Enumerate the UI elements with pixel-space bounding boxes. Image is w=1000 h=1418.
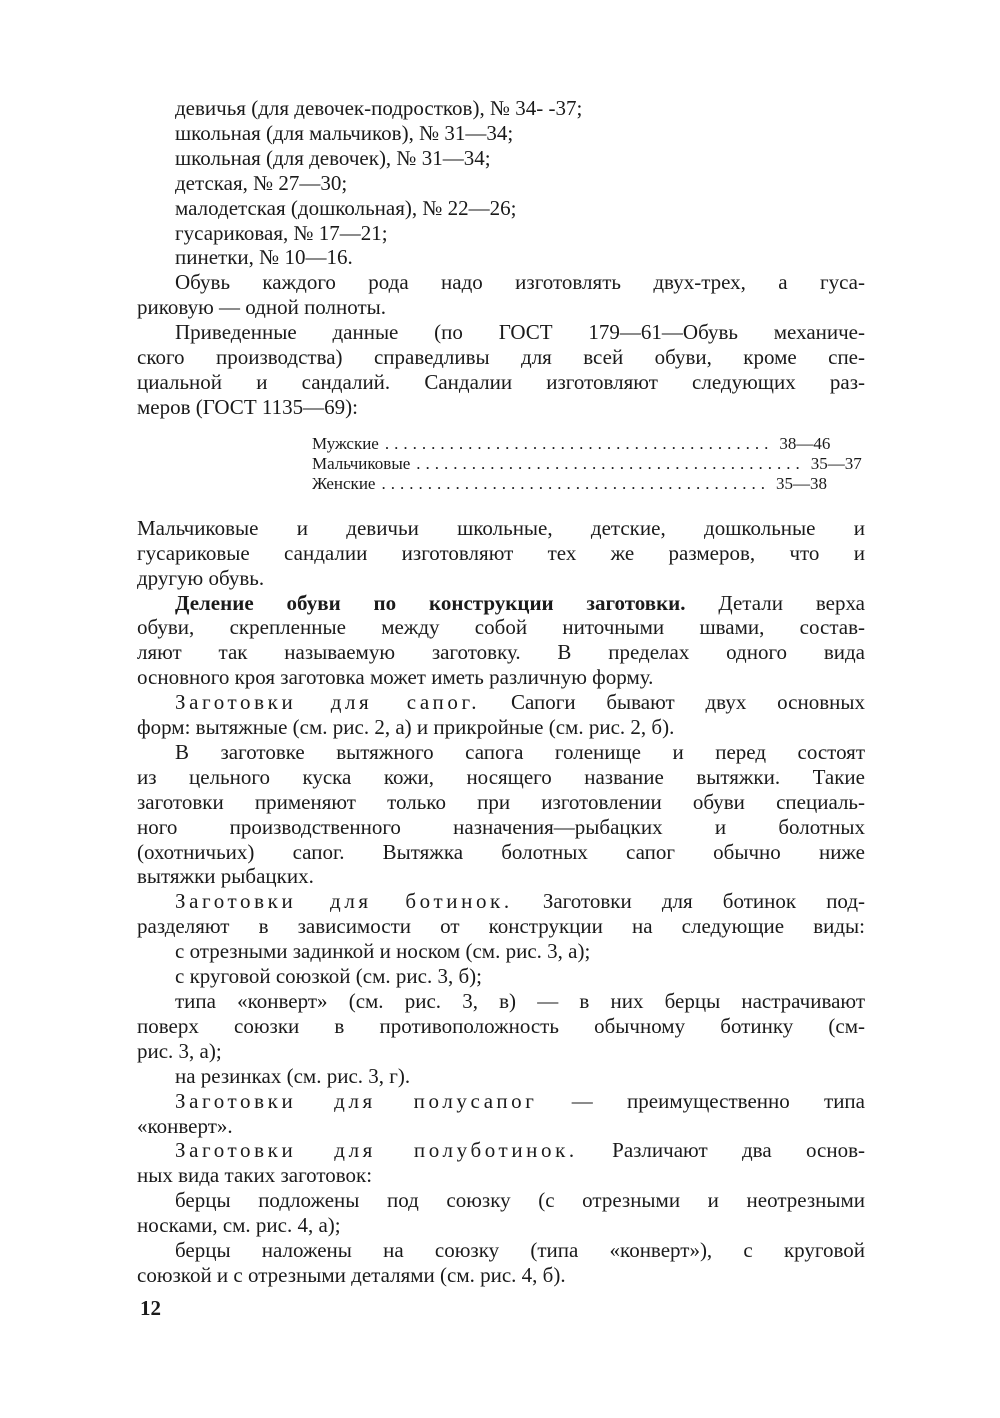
- ankle-boot-types-list: [137, 939, 865, 989]
- text-line: Приведенные данные (по ГОСТ 179—61—Обувь механиче-: [175, 320, 865, 345]
- text-run: Детали верха: [685, 590, 865, 615]
- text-line: из цельного куска кожи, носящего название вытяжки. Такие: [137, 764, 865, 789]
- text-line: «конверт».: [137, 1113, 233, 1138]
- size-value: 38—46: [779, 433, 831, 453]
- list-item: на резинках (см. рис. 3, г).: [175, 1063, 411, 1088]
- list-item: пинетки, № 10—16.: [175, 245, 353, 270]
- table-row: [312, 433, 831, 454]
- text-line: Обувь каждого рода надо изготовлять двух-трех, а гуса-: [175, 270, 865, 295]
- text-line: меров (ГОСТ 1135—69):: [137, 394, 358, 419]
- list-item: с отрезными задинкой и носком (см. рис. 3, а);: [175, 939, 591, 964]
- text-run: — преимущественно типа: [537, 1088, 865, 1113]
- list-item: гусариковая, № 17—21;: [175, 220, 388, 245]
- size-name: Мужские: [312, 433, 379, 453]
- text-line: Мальчиковые и девичьи школьные, детские, дошкольные и: [137, 515, 865, 540]
- list-item: школьная (для девочек), № 31—34;: [175, 145, 491, 170]
- text-line: ного производственного назначения—рыбацких и болотных: [137, 814, 865, 839]
- list-item: детская, № 27—30;: [175, 170, 348, 195]
- text-line: разделяют в зависимости от конструкции на следующие виды:: [137, 914, 865, 939]
- page-body: [137, 96, 865, 1288]
- text-line: носками, см. рис. 4, а);: [137, 1213, 341, 1238]
- table-row: [312, 473, 827, 494]
- text-line: риковую — одной полноты.: [137, 295, 387, 320]
- text-line: [137, 889, 865, 914]
- text-line: ского производства) справедливы для всей обуви, кроме спе-: [137, 345, 865, 370]
- text-run: Сапоги бывают двух основных: [480, 690, 865, 715]
- list-item: малодетская (дошкольная), № 22—26;: [175, 195, 517, 220]
- text-line: обуви, скрепленные между собой ниточными швами, состав-: [137, 615, 865, 640]
- paragraph-half-boots: [137, 1089, 865, 1139]
- page-number: 12: [140, 1296, 161, 1320]
- section-heading: Деление обуви по конструкции заготовки.: [175, 590, 686, 615]
- paragraph-ankle-boots: [137, 889, 865, 939]
- text-line: вытяжки рыбацких.: [137, 864, 314, 889]
- spaced-heading: Заготовки для полусапог: [175, 1088, 538, 1113]
- paragraph-envelope: [137, 989, 865, 1064]
- text-line: гусариковые сандалии изготовляют тех же размеров, что и: [137, 540, 865, 565]
- text-line: берцы подложены под союзку (с отрезными и неотрезными: [175, 1188, 865, 1213]
- text-line: заготовки применяют только при изготовлении обуви специаль-: [137, 789, 865, 814]
- spaced-heading: Заготовки для ботинок.: [175, 889, 513, 914]
- ankle-boot-types-list-2: [137, 1064, 865, 1089]
- paragraph-low-shoes: [137, 1138, 865, 1188]
- paragraph-widths: [137, 270, 865, 320]
- paragraph-pull-boot: [137, 740, 865, 889]
- spaced-heading: Заготовки для полуботинок.: [175, 1138, 578, 1163]
- list-item: с круговой союзкой (см. рис. 3, б);: [175, 964, 482, 989]
- text-line: ных вида таких заготовок:: [137, 1163, 373, 1188]
- text-line: [137, 1138, 865, 1163]
- paragraph-quarters-over: [137, 1238, 865, 1288]
- text-line: (охотничьих) сапог. Вытяжка болотных сапог обычно ниже: [137, 839, 865, 864]
- size-name: Мальчиковые: [312, 453, 411, 473]
- table-row: [312, 453, 862, 474]
- text-line: форм: вытяжные (см. рис. 2, а) и прикройные (см. рис. 2, б).: [137, 715, 675, 740]
- text-line: [137, 690, 865, 715]
- list-item: девичья (для девочек-подростков), № 34- -37;: [175, 96, 583, 120]
- text-line: основного кроя заготовка может иметь различную форму.: [137, 665, 654, 690]
- text-line: [137, 1089, 865, 1114]
- list-item: школьная (для мальчиков), № 31—34;: [175, 120, 514, 145]
- text-line: циальной и сандалий. Сандалии изготовляют следующих раз-: [137, 369, 865, 394]
- leader-dots: ..........................................: [384, 433, 774, 453]
- size-name: Женские: [312, 473, 376, 493]
- shoe-types-list: [137, 96, 865, 270]
- size-value: 35—38: [775, 473, 827, 493]
- text-line: поверх союзки в противоположность обычному ботинку (см-: [137, 1013, 865, 1038]
- paragraph-gost: [137, 320, 865, 420]
- text-run: Различают два основ-: [577, 1138, 866, 1163]
- text-line: типа «конверт» (см. рис. 3, в) — в них берцы настрачивают: [175, 989, 865, 1013]
- paragraph-construction: [137, 591, 865, 691]
- text-line: [137, 591, 865, 616]
- size-value: 35—37: [810, 453, 862, 473]
- paragraph-boots-blanks: [137, 690, 865, 740]
- paragraph-quarters-under: [137, 1188, 865, 1238]
- text-line: другую обувь.: [137, 565, 265, 590]
- text-line: ляют так называемую заготовку. В пределах одного вида: [137, 640, 865, 665]
- text-line: В заготовке вытяжного сапога голенище и перед состоят: [175, 739, 865, 764]
- leader-dots: ..........................................: [381, 473, 770, 493]
- text-line: рис. 3, а);: [137, 1038, 222, 1063]
- text-line: берцы наложены на союзку (типа «конверт»), с круговой: [175, 1238, 865, 1263]
- text-line: союзкой и с отрезными деталями (см. рис. 4, б).: [137, 1262, 566, 1287]
- text-run: Заготовки для ботинок под-: [512, 889, 866, 914]
- spaced-heading: Заготовки для сапог.: [175, 690, 481, 715]
- leader-dots: ..........................................: [416, 453, 805, 473]
- sandal-sizes-table: [312, 433, 862, 494]
- paragraph-sandals: [137, 516, 865, 591]
